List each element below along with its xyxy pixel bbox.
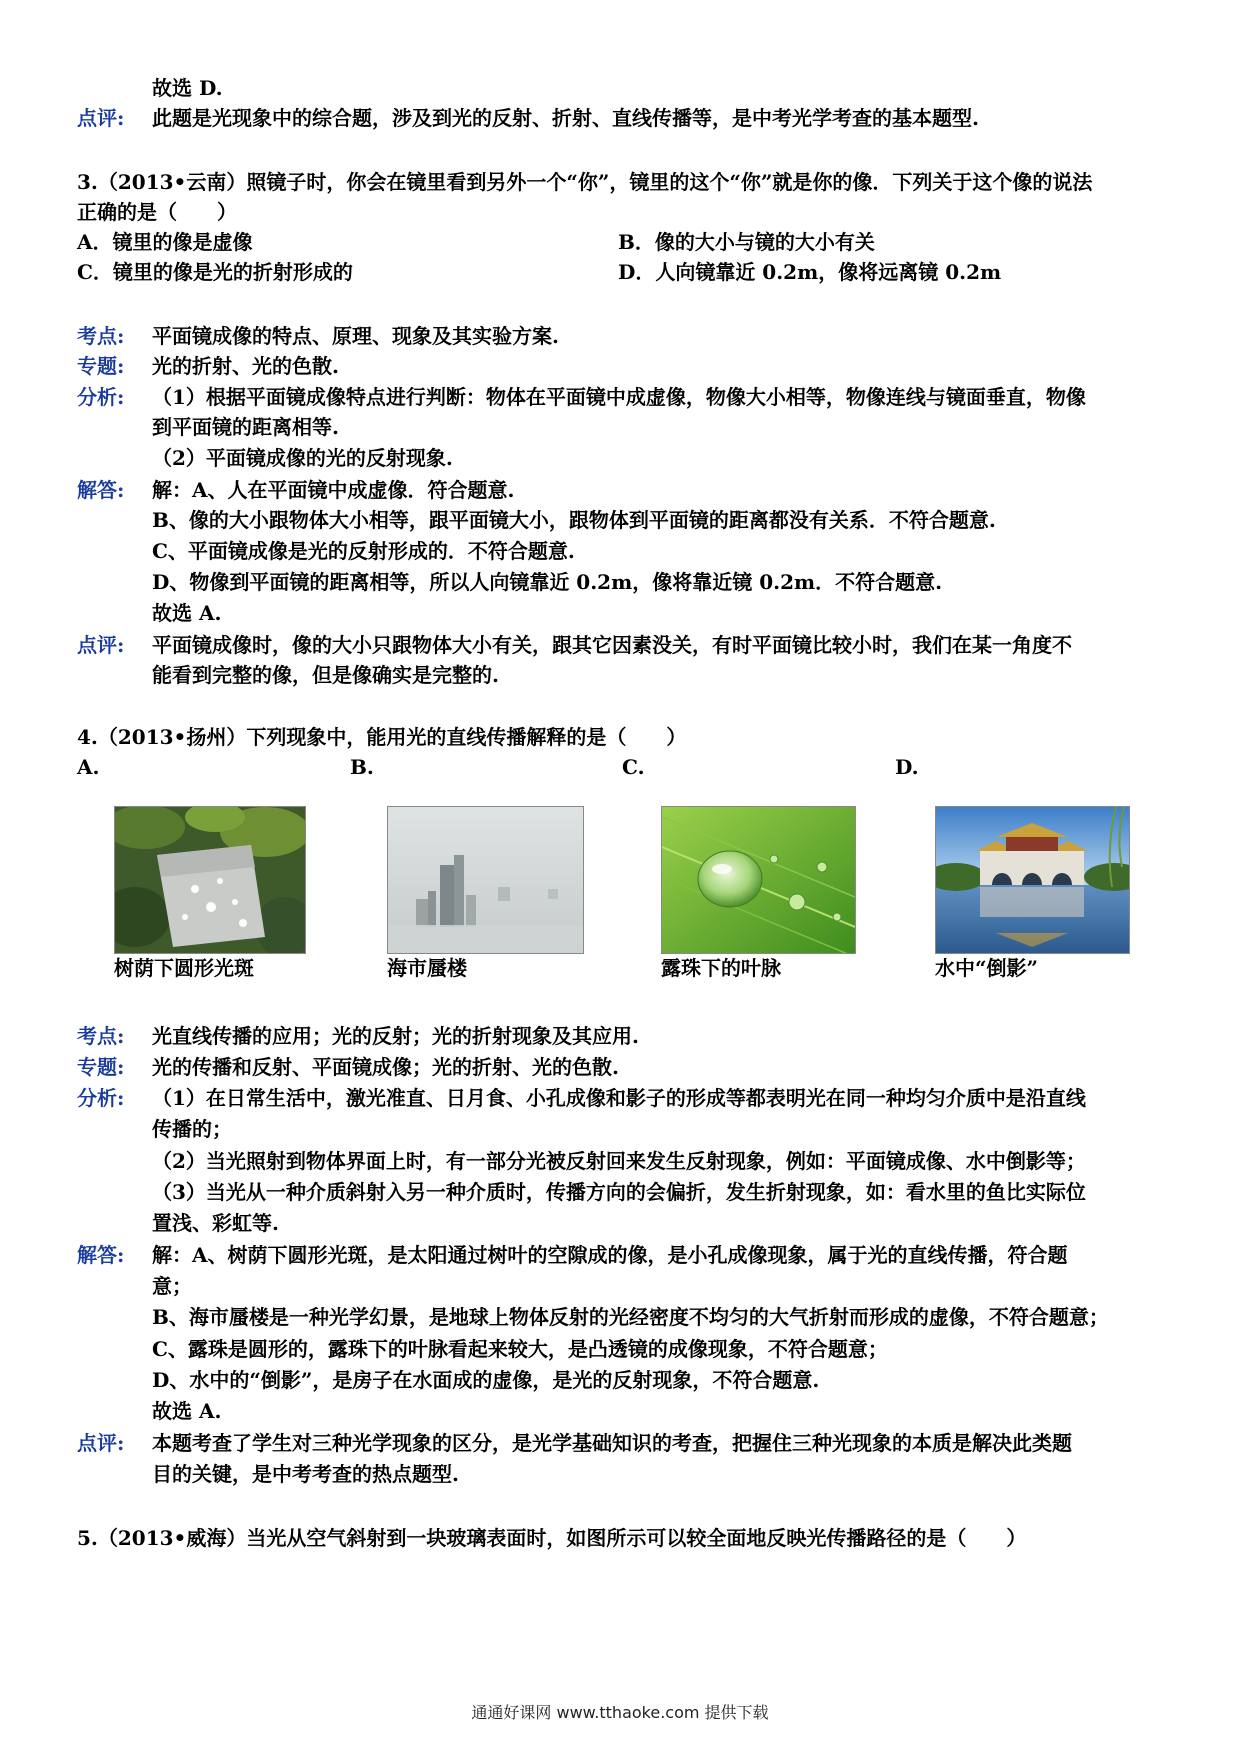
jieda-label: 解答:: [77, 478, 125, 502]
question-4-option-c-letter[interactable]: C.: [622, 755, 645, 779]
option-d-caption: 水中“倒影”: [935, 956, 1039, 980]
jieda-text: 解：A、树荫下圆形光斑，是太阳通过树叶的空隙成的像，是小孔成像现象，属于光的直线传播，符合题: [152, 1243, 1068, 1267]
fenxi-label: 分析:: [77, 385, 125, 409]
jieda-label: 解答:: [77, 1243, 125, 1267]
fenxi-label: 分析:: [77, 1086, 125, 1110]
fenxi-text: 传播的；: [152, 1117, 232, 1141]
jieda-text: B、像的大小跟物体大小相等，跟平面镜大小，跟物体到平面镜的距离都没有关系．不符合题意.: [152, 508, 996, 532]
question-3-stem-line2: 正确的是（ ）: [77, 200, 237, 224]
option-a-caption: 树荫下圆形光斑: [114, 956, 254, 980]
fenxi-text: 置浅、彩虹等.: [152, 1211, 279, 1235]
mirage-image: [388, 807, 583, 953]
jieda-text: D、物像到平面镜的距离相等，所以人向镜靠近 0.2m，像将靠近镜 0.2m．不符合题意.: [152, 570, 943, 594]
review-label: 点评:: [77, 633, 125, 657]
option-d-photo[interactable]: [935, 806, 1130, 954]
question-3-stem-line1: 3.（2013•云南）照镜子时，你会在镜里看到另外一个“你”，镜里的这个“你”就是你的像．下列关于这个像的说法: [77, 170, 1093, 194]
question-3-option-d[interactable]: D．人向镜靠近 0.2m，像将远离镜 0.2m: [618, 260, 1002, 284]
option-c-photo[interactable]: [661, 806, 856, 954]
question-5-stem: 5.（2013•威海）当光从空气斜射到一块玻璃表面时，如图所示可以较全面地反映光传播路径的是（ ）: [77, 1526, 1027, 1550]
fenxi-text: （2）当光照射到物体界面上时，有一部分光被反射回来发生反射现象，例如：平面镜成像、水中倒影等；: [152, 1149, 1086, 1173]
jieda-text: C、露珠是圆形的，露珠下的叶脉看起来较大，是凸透镜的成像现象，不符合题意；: [152, 1337, 888, 1361]
pavilion-reflection-image: [936, 807, 1129, 953]
zhuanti-label: 专题:: [77, 1055, 125, 1079]
option-c-caption: 露珠下的叶脉: [661, 956, 781, 980]
question-4-option-a-letter[interactable]: A.: [77, 755, 100, 779]
review-text: 本题考查了学生对三种光学现象的区分，是光学基础知识的考查，把握住三种光现象的本质是解决此类题: [152, 1431, 1072, 1455]
option-a-photo[interactable]: [114, 806, 306, 954]
page-footer: 通通好课网 www.tthaoke.com 提供下载: [471, 1703, 769, 1722]
question-4-option-d-letter[interactable]: D.: [895, 755, 919, 779]
question-3-option-c[interactable]: C．镜里的像是光的折射形成的: [77, 260, 353, 284]
review-text: 此题是光现象中的综合题，涉及到光的反射、折射、直线传播等，是中考光学考查的基本题型.: [152, 106, 979, 130]
review-text: 能看到完整的像，但是像确实是完整的.: [152, 663, 499, 687]
zhuanti-text: 光的折射、光的色散.: [152, 354, 339, 378]
zhuanti-label: 专题:: [77, 354, 125, 378]
review-text: 平面镜成像时，像的大小只跟物体大小有关，跟其它因素没关，有时平面镜比较小时，我们在某一角度不: [152, 633, 1072, 657]
jieda-text: 意；: [152, 1274, 192, 1298]
kaodian-text: 光直线传播的应用；光的反射；光的折射现象及其应用.: [152, 1024, 639, 1048]
question-3-option-a[interactable]: A．镜里的像是虚像: [77, 230, 253, 254]
fenxi-text: （2）平面镜成像的光的反射现象.: [152, 446, 453, 470]
option-b-caption: 海市蜃楼: [387, 956, 467, 980]
jieda-text: B、海市蜃楼是一种光学幻景，是地球上物体反射的光经密度不均匀的大气折射而形成的虚像，不符合题意；: [152, 1305, 1109, 1329]
review-text: 目的关键，是中考考查的热点题型.: [152, 1462, 459, 1486]
fenxi-text: 到平面镜的距离相等.: [152, 415, 339, 439]
kaodian-label: 考点:: [77, 1024, 125, 1048]
zhuanti-text: 光的传播和反射、平面镜成像；光的折射、光的色散.: [152, 1055, 619, 1079]
review-label: 点评:: [77, 106, 125, 130]
question-4-stem: 4.（2013•扬州）下列现象中，能用光的直线传播解释的是（ ）: [77, 725, 687, 749]
option-b-photo[interactable]: [387, 806, 584, 954]
review-label: 点评:: [77, 1431, 125, 1455]
kaodian-text: 平面镜成像的特点、原理、现象及其实验方案.: [152, 324, 559, 348]
tree-shadow-image: [115, 807, 305, 953]
fenxi-text: （1）在日常生活中，激光准直、日月食、小孔成像和影子的形成等都表明光在同一种均匀介质中是沿直线: [152, 1086, 1086, 1110]
dew-drop-image: [662, 807, 855, 953]
kaodian-label: 考点:: [77, 324, 125, 348]
jieda-text: 解：A、人在平面镜中成虚像．符合题意.: [152, 478, 515, 502]
jieda-text: C、平面镜成像是光的反射形成的．不符合题意.: [152, 539, 575, 563]
answer-conclusion: 故选 A.: [152, 601, 222, 625]
answer-conclusion: 故选 A.: [152, 1399, 222, 1423]
question-4-option-b-letter[interactable]: B.: [350, 755, 374, 779]
fenxi-text: （3）当光从一种介质斜射入另一种介质时，传播方向的会偏折，发生折射现象，如：看水里的鱼比实际位: [152, 1180, 1086, 1204]
jieda-text: D、水中的“倒影”，是房子在水面成的虚像，是光的反射现象，不符合题意.: [152, 1368, 820, 1392]
fenxi-text: （1）根据平面镜成像特点进行判断：物体在平面镜中成虚像，物像大小相等，物像连线与镜面垂直，物像: [152, 385, 1086, 409]
question-3-option-b[interactable]: B．像的大小与镜的大小有关: [618, 230, 875, 254]
answer-conclusion: 故选 D.: [152, 76, 223, 100]
